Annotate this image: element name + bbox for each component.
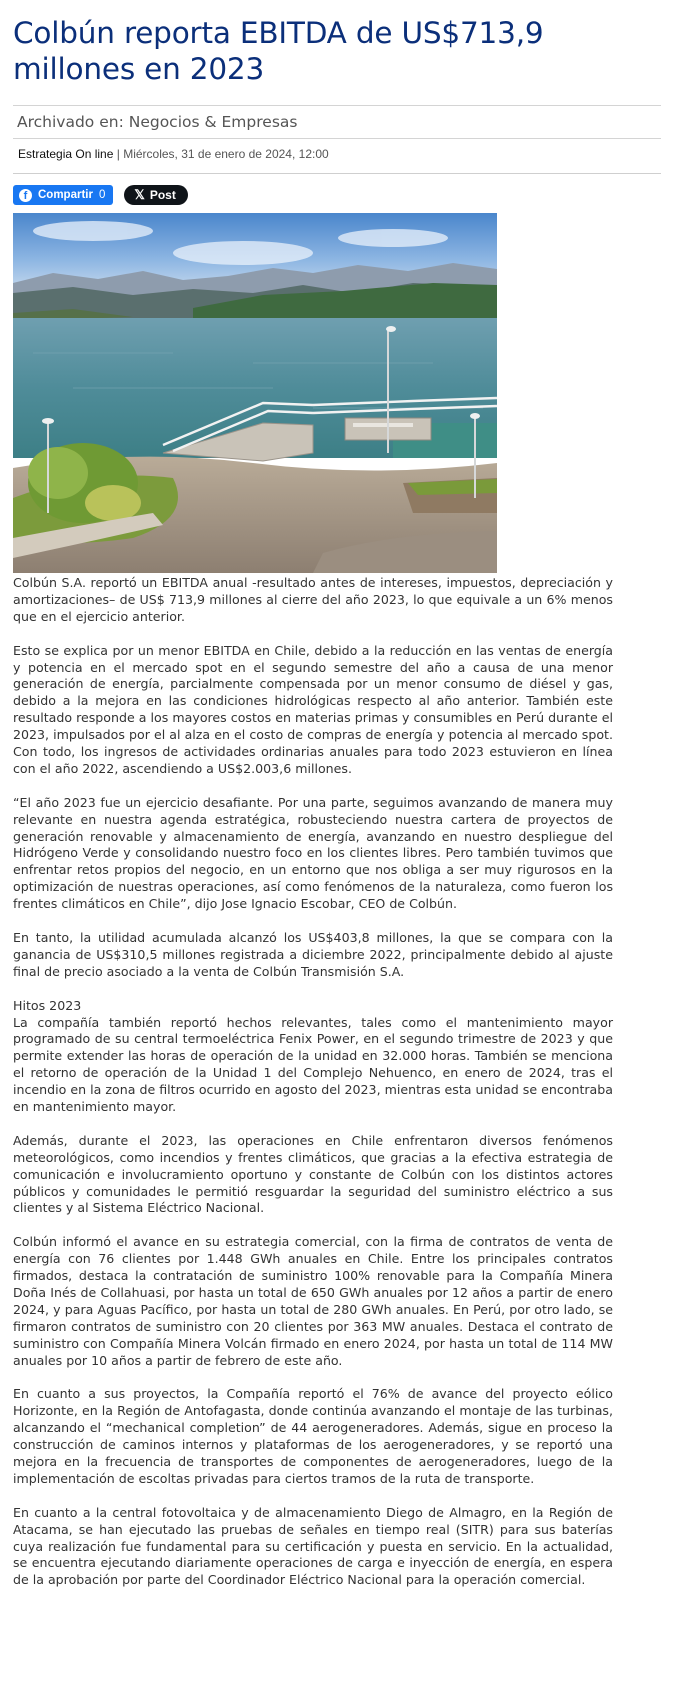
article-container	[13, 0, 661, 1606]
article-photo	[13, 213, 497, 573]
section-block-hitos	[13, 998, 613, 1116]
publish-date: Miércoles, 31 de enero de 2024, 12:00	[123, 147, 329, 161]
archive-bar	[13, 105, 661, 139]
x-icon: 𝕏	[134, 187, 145, 202]
x-post-button[interactable]	[124, 185, 188, 205]
facebook-icon: f	[19, 189, 32, 202]
facebook-share-button[interactable]	[13, 185, 113, 205]
article-paragraph-2: Esto se explica por un menor EBITDA en Chile, debido a la reducción en las ventas de energía y potencia en el mercado spot en el segundo semestre del año a causa de una menor generación de energía, parcialmente compensada por un menor consumo de diésel y gas, debido a la mejora en las condiciones hidrológicas respecto al año anterior. También este resultado responde a los mayores costos en materias primas y consumibles en Perú durante el 2023, impulsados por el al alza en el costo de compras de energía y potencia al mercado spot. Con todo, los ingresos de actividades ordinarias anuales para todo 2023 estuvieron en línea con el año 2022, ascendiendo a US$2.003,6 millones.	[13, 642, 613, 776]
share-buttons	[13, 184, 661, 206]
article-paragraph-9: En cuanto a la central fotovoltaica y de almacenamiento Diego de Almagro, en la Región de Atacama, se han ejecutado las pruebas de señales en tiempo real (SITR) para sus baterías cuya realización fue fundamental para su certificación y puesta en servicio. En la actualidad, se encuentra ejecutando diariamente operaciones de carga e inyección de energía, en espera de la aprobación por parte del Coordinador Eléctrico Nacional para la operación comercial.	[13, 1504, 613, 1588]
byline	[13, 143, 661, 174]
article-body	[13, 575, 613, 1589]
article-paragraph-5: La compañía también reportó hechos relevantes, tales como el mantenimiento mayor programado de su central termoeléctrica Fenix Power, en el segundo trimestre de 2023 y que permite extender las horas de operación de la unidad en 32.000 horas. También se menciona el retorno de operación de la Unidad 1 del Complejo Nehuenco, en enero de 2024, tras el incendio en la zona de filtros ocurrido en agosto del 2023, mientras esta unidad se encontraba en mantenimiento mayor.	[13, 1014, 613, 1115]
author-name: Estrategia On line	[18, 147, 114, 161]
article-paragraph-8: En cuanto a sus proyectos, la Compañía reportó el 76% de avance del proyecto eólico Horizonte, en la Región de Antofagasta, donde continúa avanzando el montaje de las turbinas, alcanzando el “mechanical completion” de 44 aerogeneradores. Además, sigue en proceso la construcción de caminos internos y plataformas de los aerogeneradores, y se reportó una mejora en la frecuencia de transportes de componentes de aerogeneradores, luego de la implementación de escoltas privadas para ciertos tramos de la ruta de transporte.	[13, 1386, 613, 1486]
archive-label: Archivado en:	[17, 113, 124, 131]
x-post-label: Post	[149, 188, 176, 202]
article-paragraph-7: Colbún informó el avance en su estrategia comercial, con la firma de contratos de venta de energía con 76 clientes por 1.448 GWh anuales en Chile. Entre los principales contratos firmados, destaca la contratación de suministro 100% renovable para la Compañía Minera Doña Inés de Collahuasi, por hasta un total de 650 GWh anuales por 12 años a partir de enero 2024, y para Aguas Pacífico, por hasta un total de 280 GWh anuales. En Perú, por otro lado, se firmaron contratos de suministro con 20 clientes por 363 MW anuales. Destaca el contrato de suministro con Compañía Minera Volcán firmado en enero 2024, por hasta un total de 114 MW anuales por 10 años a partir de febrero de este año.	[13, 1234, 613, 1368]
archive-category-link[interactable]: Negocios & Empresas	[128, 113, 298, 131]
article-paragraph-3: “El año 2023 fue un ejercicio desafiante. Por una parte, seguimos avanzando de manera muy relevante en nuestra agenda estratégica, robusteciendo nuestra cartera de proyectos de generación renovable y almacenamiento de energía, avanzando en nuestro despliegue del Hidrógeno Verde y consolidando nuestro foco en los clientes libres. Pero también tuvimos que enfrentar retos propios del negocio, en un entorno que nos obliga a ser muy rigurosos en la optimización de nuestras operaciones, así como fenómenos de la naturaleza, como fueron los frentes climáticos en Chile”, dijo Jose Ignacio Escobar, CEO de Colbún.	[13, 794, 613, 912]
article-paragraph-6: Además, durante el 2023, las operaciones en Chile enfrentaron diversos fenómenos meteorológicos, como incendios y frentes climáticos, que gracias a la efectiva estrategia de comunicación e involucramiento oportuno y constante de Colbún con los distintos actores públicos y comunidades le permitió resguardar la seguridad del suministro eléctrico a sus clientes y al Sistema Eléctrico Nacional.	[13, 1132, 613, 1216]
facebook-share-count: 0	[98, 189, 106, 201]
byline-separator: |	[116, 147, 120, 161]
section-subheading: Hitos 2023	[13, 997, 82, 1013]
facebook-share-label: Compartir	[38, 189, 93, 201]
article-paragraph-4: En tanto, la utilidad acumulada alcanzó los US$403,8 millones, la que se compara con la ganancia de US$310,5 millones registrada a diciembre 2022, principalmente debido al ajuste final de precio asociado a la venta de Colbún Transmisión S.A.	[13, 929, 613, 979]
article-paragraph-1: Colbún S.A. reportó un EBITDA anual -resultado antes de intereses, impuestos, depreciación y amortizaciones– de US$ 713,9 millones al cierre del año 2023, lo que equivale a un 6% menos que en el ejercicio anterior.	[13, 575, 613, 624]
page-title: Colbún reporta EBITDA de US$713,9 millones en 2023	[13, 16, 544, 86]
